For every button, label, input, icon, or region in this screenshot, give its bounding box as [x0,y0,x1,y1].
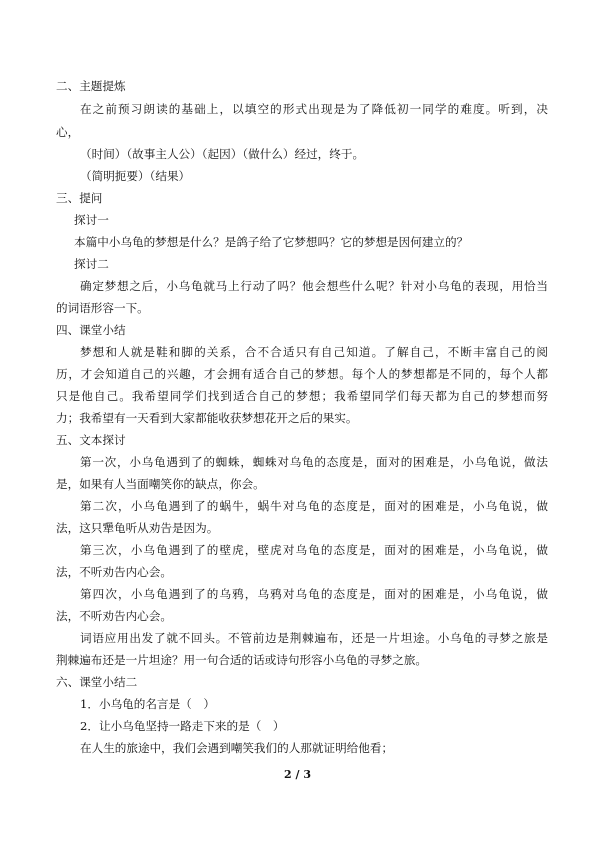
paragraph-line: 本篇中小乌龟的梦想是什么？是鸽子给了它梦想吗？它的梦想是因何建立的？ [74,235,469,249]
list-item: 2．让小乌龟坚持一路走下来的是（ ） [80,719,285,733]
heading-text-discussion: 五、文本探讨 [56,433,126,447]
paragraph-line: 在之前预习朗读的基础上，以填空的形式出现是为了降低初一同学的难度。听到，决 [80,102,548,116]
paragraph-line: 第一次，小乌龟遇到了的蜘蛛，蜘蛛对乌龟的态度是，面对的困难是，小乌龟说，做法 [80,455,548,469]
paragraph-line: 心， [56,125,80,139]
paragraph-line: 词语应用出发了就不回头。不管前边是荆棘遍布，还是一片坦途。小乌龟的寻梦之旅是 [80,631,548,645]
subheading-discussion-1: 探讨一 [74,213,109,227]
paragraph-line: 第二次，小乌龟遇到了的蜗牛，蜗牛对乌龟的态度是，面对的困难是，小乌龟说，做 [80,499,548,513]
paragraph-line: 梦想和人就是鞋和脚的关系，合不合适只有自己知道。了解自己，不断丰富自己的阅 [80,345,548,359]
paragraph-line: 第三次，小乌龟遇到了的壁虎，壁虎对乌龟的态度是，面对的困难是，小乌龟说，做 [80,543,548,557]
paragraph-line: 的词语形容一下。 [56,301,149,315]
paragraph-line: 确定梦想之后，小乌龟就马上行动了吗？他会想些什么呢？针对小乌龟的表现，用恰当 [80,279,548,293]
paragraph-line: 力；我希望有一天看到大家都能收获梦想花开之后的果实。 [56,411,358,425]
paragraph-line: 法，不听劝告内心会。 [56,565,172,579]
heading-class-summary: 四、课堂小结 [56,323,126,337]
paragraph-line: 历，才会知道自己的兴趣，才会拥有适合自己的梦想。每个人的梦想都是不同的，每个人都 [56,367,548,381]
heading-questions: 三、提问 [56,191,103,205]
heading-theme: 二、主题提炼 [56,79,126,93]
paragraph-line: 荆棘遍布还是一片坦途？用一句合适的话或诗句形容小乌龟的寻梦之旅。 [56,653,428,667]
fill-blank-line: （简明扼要）（结果） [80,169,191,183]
subheading-discussion-2: 探讨二 [74,257,109,271]
paragraph-line: 法，这只犟龟听从劝告是因为。 [56,521,219,535]
paragraph-line: 在人生的旅途中，我们会遇到嘲笑我们的人那就证明给他看； [80,741,394,755]
paragraph-line: 法，不听劝告内心会。 [56,609,172,623]
fill-blank-line: （时间）（故事主人公）（起因）（做什么）经过，终于。 [80,147,365,161]
list-item: 1．小乌龟的名言是（ ） [80,697,215,711]
paragraph-line: 是，如果有人当面嘲笑你的缺点，你会。 [56,477,265,491]
paragraph-line: 只是他自己。我希望同学们找到适合自己的梦想；我希望同学们每天都为自己的梦想而努 [56,389,548,403]
paragraph-line: 第四次，小乌龟遇到了的乌鸦，乌鸦对乌龟的态度是，面对的困难是，小乌龟说，做 [80,587,548,601]
page-number: 2 / 3 [284,768,311,781]
heading-class-summary-2: 六、课堂小结二 [56,675,138,689]
